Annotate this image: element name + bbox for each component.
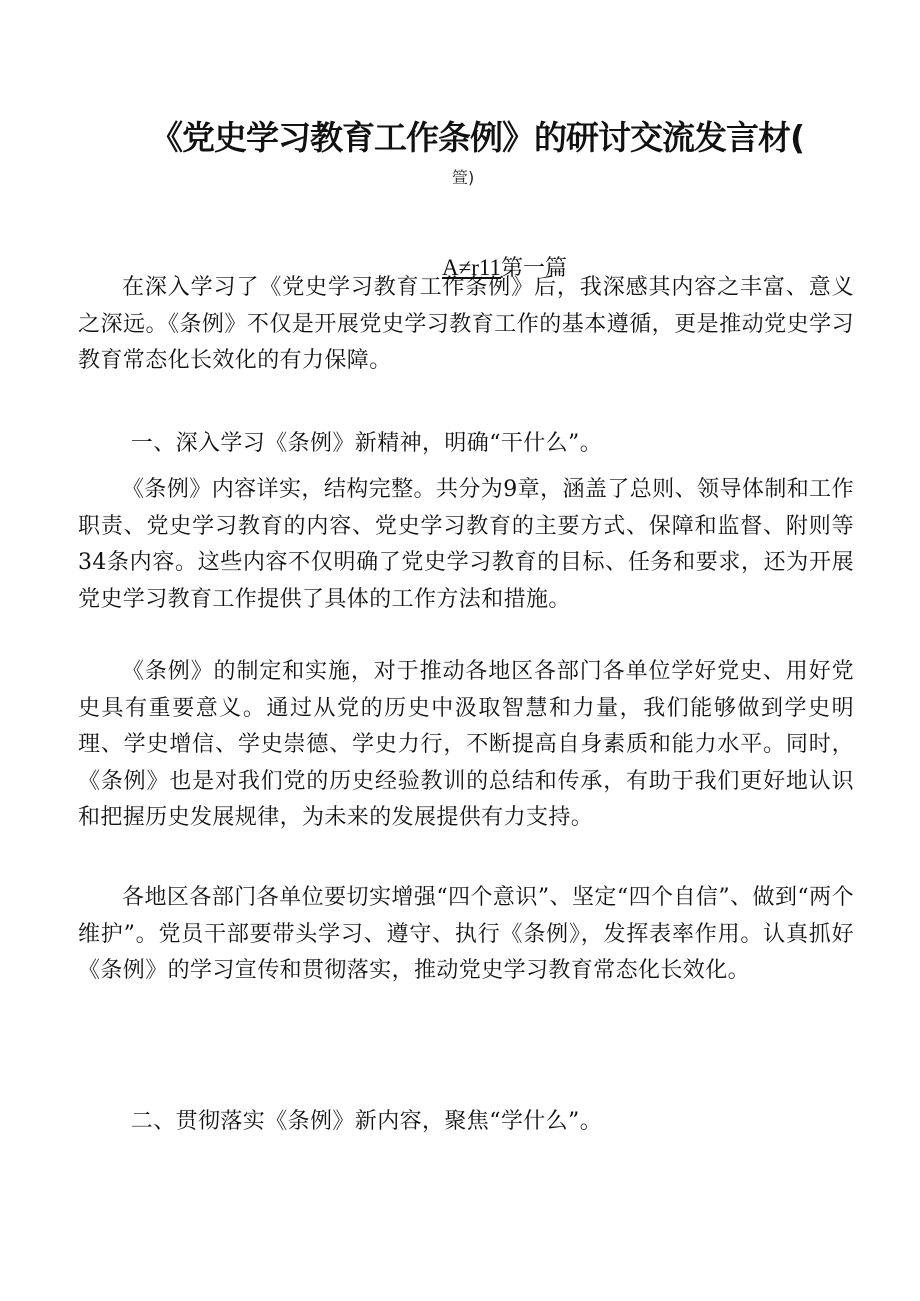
heading-one: 一、深入学习《条例》新精神，明确“干什么”。 (130, 431, 603, 456)
section-code: A≠r11 (442, 255, 502, 280)
document-title-continuation: 箮) (452, 168, 475, 187)
section-name: 第一篇 (501, 256, 568, 281)
paragraph-intro: 在深入学习了《党史学习教育工作条例》后，我深感其内容之丰富、意义之深远。《条例》不仅是开展党史学习教育工作的基本遵循，更是推动党史学习教育常态化长效化的有力保障。 (78, 275, 854, 373)
heading-two: 二、贯彻落实《条例》新内容，聚焦“学什么”。 (130, 1109, 603, 1134)
paragraph-significance: 《条例》的制定和实施，对于推动各地区各部门各单位学好党史、用好党史具有重要意义。通过从党的历史中汲取智慧和力量，我们能够做到学史明理、学史增信、学史崇德、学史力行，不断提高自身素质和能力水平。同时，《条例》也是对我们党的历史经验教训的总结和传承，有助于我们更好地认识和把握历史发展规律，为未来的发展提供有力支持。 (78, 659, 854, 830)
document-title: 《党史学习教育工作条例》的研讨交流发言材( (150, 118, 805, 157)
paragraph-content: 《条例》内容详实，结构完整。共分为9章，涵盖了总则、领导体制和工作职责、党史学习教育的内容、党史学习教育的主要方式、保障和监督、附则等34条内容。这些内容不仅明确了党史学习教育的目标、任务和要求，还为开展党史学习教育工作提供了具体的工作方法和措施。 (78, 477, 854, 612)
paragraph-requirements: 各地区各部门各单位要切实增强“四个意识”、坚定“四个自信”、做到“两个维护”。党员干部要带头学习、遵守、执行《条例》，发挥表率作用。认真抓好《条例》的学习宣传和贯彻落实，推动党史学习教育常态化长效化。 (78, 885, 854, 983)
